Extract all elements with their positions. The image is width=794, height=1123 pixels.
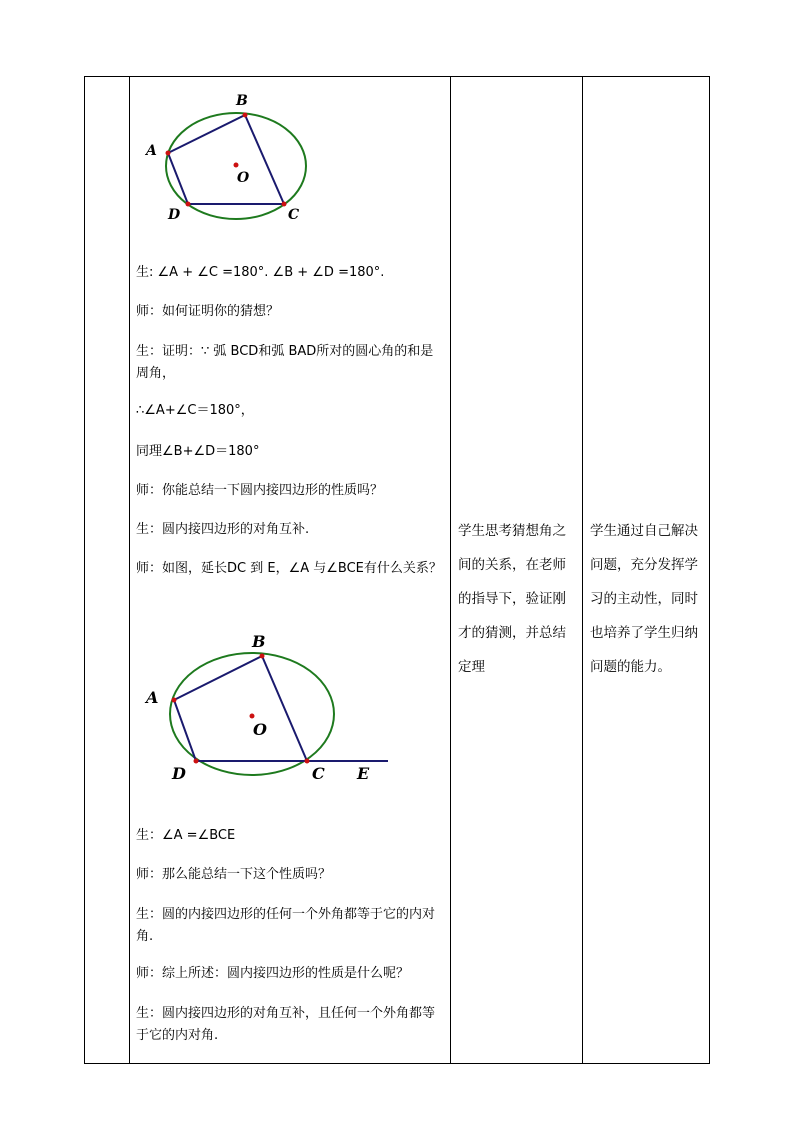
table-border-col2 [450, 76, 451, 1063]
label-e: E [357, 764, 370, 783]
label-b: B [252, 632, 266, 651]
point-c [282, 202, 287, 207]
dialog-line-1: 生: ∠A + ∠C =180°. ∠B + ∠D =180°. [136, 265, 385, 280]
dialog-line-6: 师：你能总结一下圆内接四边形的性质吗？ [136, 483, 384, 498]
table-bottom-border [84, 1063, 710, 1064]
label-o: O [253, 720, 267, 739]
design-intent-cell: 学生通过自己解决问题，充分发挥学习的主动性，同时也培养了学生归纳问题的能力。 [590, 523, 698, 675]
dialog-line-8: 师：如图，延长DC 到 E，∠A 与∠BCE有什么关系？ [136, 561, 442, 576]
dialog-line-13: 生：圆内接四边形的对角互补，且任何一个外角都等于它的内对角. [136, 1006, 436, 1043]
center-o [250, 714, 255, 719]
figure-cyclic-quadrilateral [136, 88, 336, 228]
label-o: O [237, 170, 250, 186]
point-a [166, 151, 171, 156]
label-a: A [146, 143, 157, 159]
table-border-left [84, 76, 85, 1063]
point-b [260, 654, 265, 659]
label-d: D [168, 207, 181, 223]
label-c: C [288, 207, 300, 223]
label-b: B [236, 93, 248, 109]
label-d: D [172, 764, 186, 783]
table-border-right [709, 76, 710, 1063]
dialog-line-4: ∴∠A+∠C＝180°， [136, 403, 254, 418]
dialog-line-2: 师：如何证明你的猜想？ [136, 304, 280, 319]
dialog-line-3: 生：证明：∵ 弧 BCD和弧 BAD所对的圆心角的和是周角， [136, 344, 434, 381]
table-border-col1 [129, 76, 130, 1063]
center-o [234, 163, 239, 168]
point-b [243, 113, 248, 118]
dialog-line-11: 生：圆的内接四边形的任何一个外角都等于它的内对角. [136, 907, 436, 944]
table-border-col3 [582, 76, 583, 1063]
dialog-line-5: 同理∠B+∠D＝180° [136, 444, 260, 459]
label-c: C [312, 764, 325, 783]
dialog-line-10: 师：那么能总结一下这个性质吗？ [136, 867, 332, 882]
student-activity-cell: 学生思考猜想角之间的关系，在老师的指导下，验证刚才的猜测，并总结定理 [458, 523, 566, 675]
dialog-line-12: 师：综上所述：圆内接四边形的性质是什么呢？ [136, 966, 410, 981]
point-c [305, 759, 310, 764]
point-d [186, 202, 191, 207]
point-a [172, 698, 177, 703]
figure-exterior-angle [136, 625, 406, 790]
table-top-border [84, 76, 710, 77]
dialog-line-9: 生：∠A =∠BCE [136, 828, 236, 843]
point-d [194, 759, 199, 764]
dialog-line-7: 生：圆内接四边形的对角互补. [136, 522, 310, 537]
label-a: A [146, 688, 159, 707]
